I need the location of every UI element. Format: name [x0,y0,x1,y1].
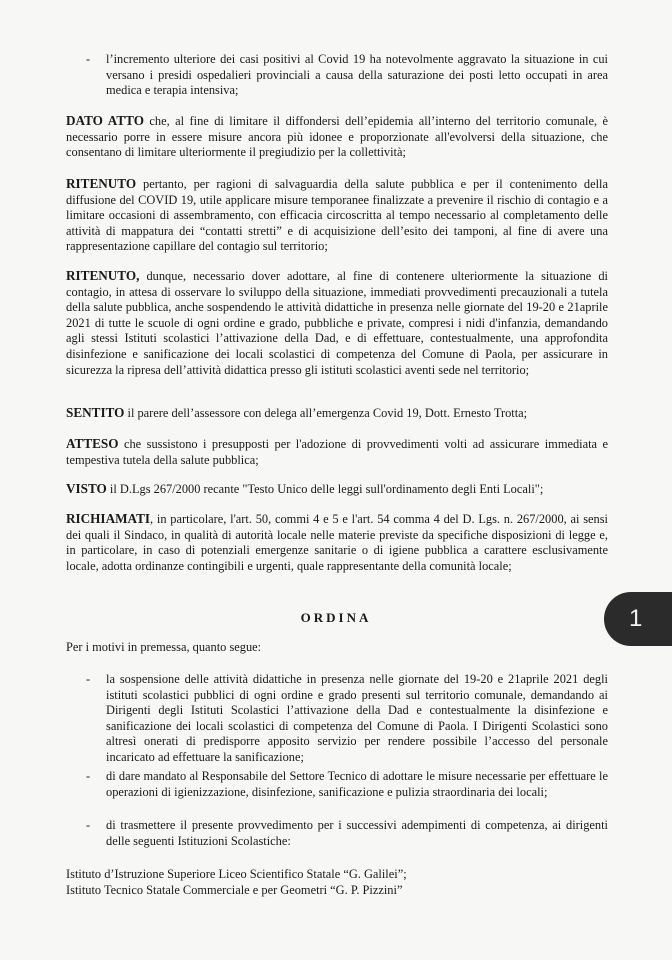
bullet-item [86,769,608,800]
paragraph-visto: VISTO il D.Lgs 267/2000 recante "Testo Unico delle leggi sull'ordinamento degli Enti Locali"; [66,481,544,496]
bullet-dash: - [86,52,91,66]
bullet-dash: - [86,769,91,783]
bullet-dash: - [86,672,91,686]
paragraph-atteso: ATTESO che sussistono i presupposti per l'adozione di provvedimenti volti ad assicurare immediata e tempestiva tutela della salute pubblica; [66,436,608,467]
bullet-dash: - [86,818,91,832]
paragraph-dato-atto: DATO ATTO che, al fine di limitare il diffondersi dell’epidemia all’interno del territorio comunale, è necessario porre in essere misure ancora più idonee e proporzionate all'evolversi della situazione, che consentano di limitare ulteriormente il pregiudizio per la collettività; [66,113,608,160]
bullet-text: di dare mandato al Responsabile del Settore Tecnico di adottare le misure necessarie per effettuare le operazioni di igienizzazione, disinfezione, sanificazione e pulizia straordinaria dei locali; [106,769,608,799]
section-heading: ORDINA [300,610,372,625]
intro-line: Per i motivi in premessa, quanto segue: [66,640,262,654]
paragraph-ritenuto-2: RITENUTO, dunque, necessario dover adottare, al fine di contenere ulteriormente la situazione di contagio, in attesa di osservare lo sviluppo della situazione, immediati provvedimenti precauzionali a tutela della salute pubblica, anche sospendendo le attività didattiche in presenza nelle giornate del 19-20 e 21aprile 2021 di tutte le scuole di ogni ordine e grado, pubbliche e private, compresi i nidi d'infanzia, demandando agli stessi Istituti scolastici l’attivazione della Dad, e di effettuare, contestualmente, una approfondita disinfezione e sanificazione dei locali scolastici di competenza del Comune di Paola, per assicurare in sicurezza la ripresa dell’attività didattica presso gli istituti scolastici aventi sede nel territorio; [66,268,608,377]
bullet-item [86,52,608,99]
bullet-text: di trasmettere il presente provvedimento per i successivi adempimenti di competenza, ai dirigenti delle seguenti Istituzioni Scolastiche: [106,818,608,848]
school-line: Istituto Tecnico Statale Commerciale e per Geometri “G. P. Pizzini” [66,883,403,897]
bullet-text: la sospensione delle attività didattiche in presenza nelle giornate del 19-20 e 21aprile 2021 degli istituti scolastici pubblici di ogni ordine e grado presenti sul territorio comunale, demandando ai Dirigenti degli Istituti Scolastici l’attivazione della Dad e contestualmente la disinfezione e sanificazione dei locali scolastici di competenza del Comune di Paola. I Dirigenti Scolastici sono altresì onerati di predisporre apposito servizio per rendere possibile l’accesso del personale incaricato ad effettuare la sanificazione; [106,672,608,764]
bullet-item [86,818,608,849]
bullet-item [86,672,608,766]
paragraph-richiamati: RICHIAMATI, in particolare, l'art. 50, commi 4 e 5 e l'art. 54 comma 4 del D. Lgs. n. 267/2000, ai sensi dei quali il Sindaco, in qualità di autorità locale nelle materie previste da specifiche disposizioni di legge e, in particolare, in caso di potenziali emergenze sanitarie o di igiene pubblica a carattere esclusivamente locale, adotta ordinanze contingibili e urgenti, quale rappresentante della comunità locale; [66,511,608,573]
school-line: Istituto d’Istruzione Superiore Liceo Scientifico Statale “G. Galilei”; [66,867,407,881]
paragraph-sentito: SENTITO il parere dell’assessore con delega all’emergenza Covid 19, Dott. Ernesto Trotta; [66,405,528,420]
bullet-text: l’incremento ulteriore dei casi positivi al Covid 19 ha notevolmente aggravato la situazione in cui versano i presidi ospedalieri provinciali a causa della saturazione dei posti letto occupati in area medica e terapia intensiva; [106,52,608,98]
paragraph-ritenuto-1: RITENUTO pertanto, per ragioni di salvaguardia della salute pubblica e per il contenimento della diffusione del COVID 19, utile applicare misure temporanee finalizzate a prevenire il rischio di contagio e a limitare occasioni di assembramento, con efficacia circoscritta al tempo necessario al completamento delle attività di mappatura dei “contatti stretti” e di acquisizione dell’esito dei tamponi, al fine di avere una rappresentazione capillare del contagio sul territorio; [66,176,608,254]
page-number-tab[interactable]: 1 [604,592,672,646]
